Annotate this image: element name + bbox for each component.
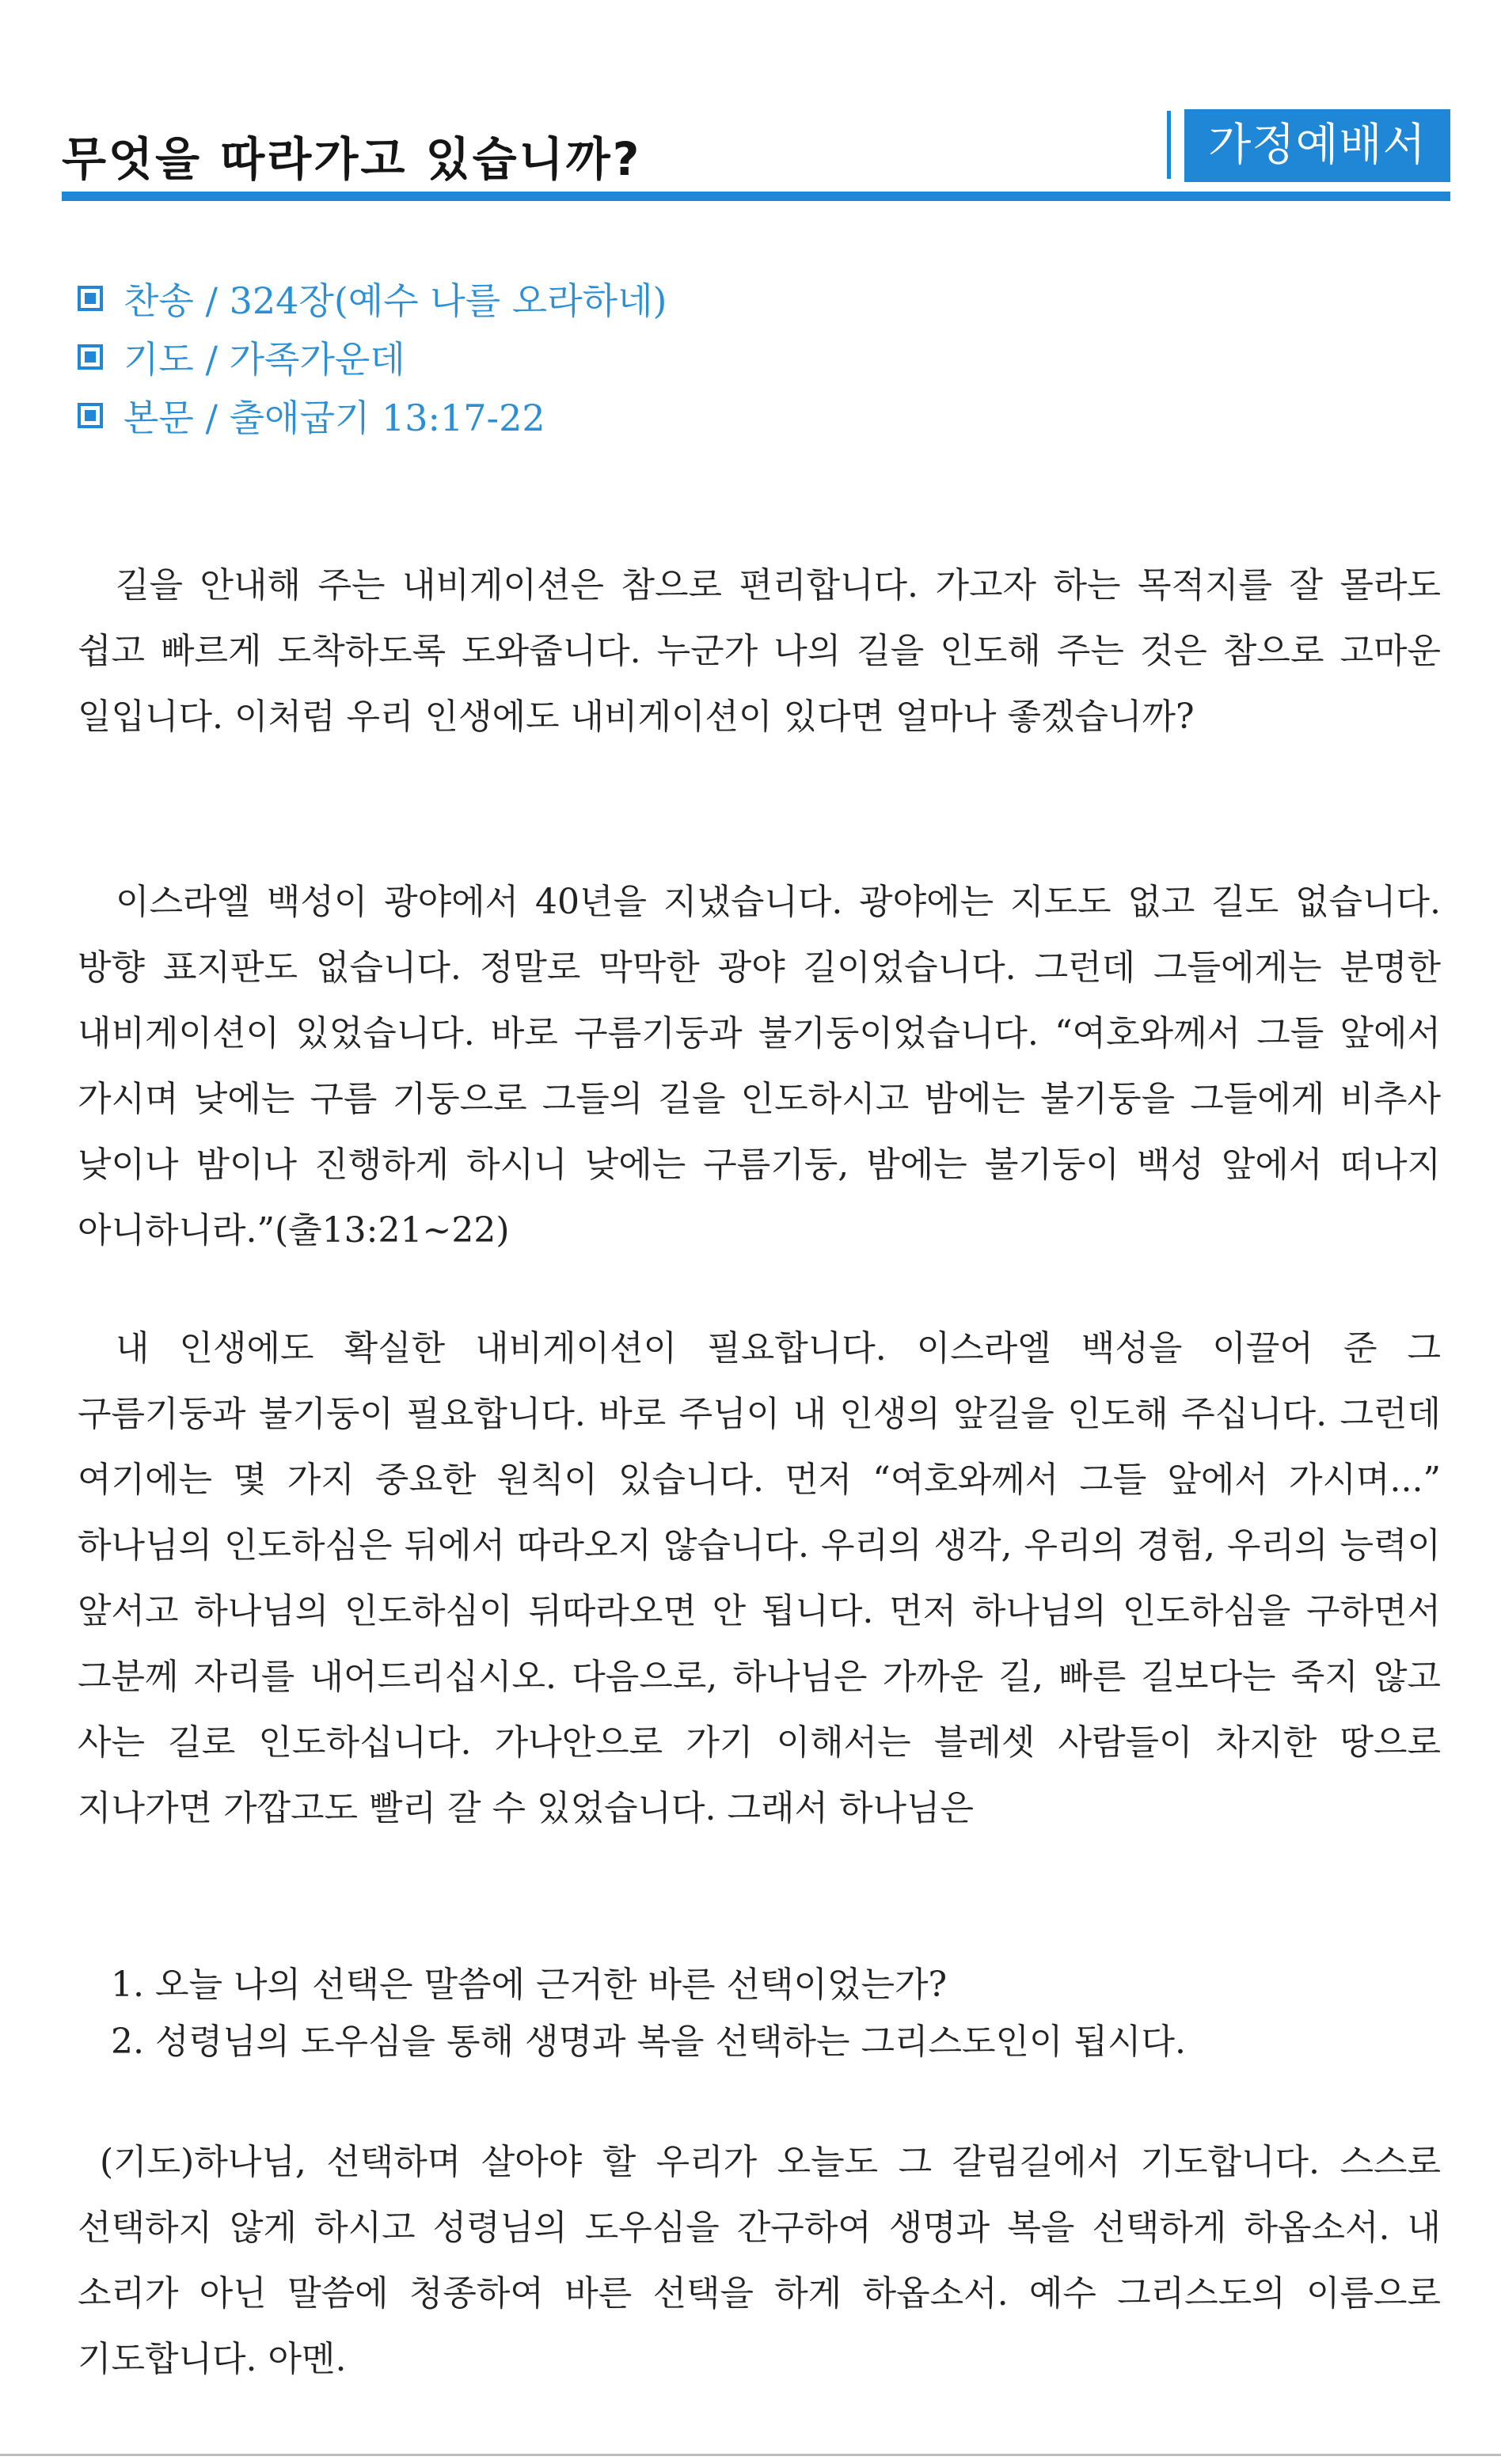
paragraph-2: 이스라엘 백성이 광야에서 40년을 지냈습니다. 광야에는 지도도 없고 길도 없습니다. 방향 표지판도 없습니다. 정말로 막막한 광야 길이었습니다. 그런데 그들에게는 분명한 내비게이션이 있었습니다. 바로 구름기둥과 불기둥이었습니다. “여호와께서 그들 앞에서 가시며 낮에는 구름 기둥으로 그들의 길을 인도하시고 밤에는 불기둥을 그들에게 비추사 낮이나 밤이나 진행하게 하시니 낮에는 구름기둥, 밤에는 불기둥이 백성 앞에서 떠나지 아니하니라.”(출13:21~22) (78, 882, 1441, 1251)
header-rule (62, 192, 1450, 201)
prayer-info-text: 기도 / 가족가운데 (124, 338, 405, 381)
header-divider (1167, 111, 1171, 179)
square-bullet-icon (78, 344, 103, 370)
worship-info (78, 269, 667, 445)
application-list (111, 1957, 1186, 2071)
square-bullet-icon (78, 403, 103, 428)
hymn-info (78, 269, 667, 328)
list-item: 1. 오늘 나의 선택은 말씀에 근거한 바른 선택이었는가? (111, 1965, 948, 2005)
section-badge: 가정예배서 (1184, 109, 1450, 182)
closing-prayer: (기도)하나님, 선택하며 살아야 할 우리가 오늘도 그 갈림길에서 기도합니다. 스스로 선택하지 않게 하시고 성령님의 도우심을 간구하여 생명과 복을 선택하게 하옵소서. 내 소리가 아닌 말씀에 청종하여 바른 선택을 하게 하옵소서. 예수 그리스도의 이름으로 기도합니다. 아멘. (78, 2142, 1441, 2379)
header (62, 103, 1450, 203)
square-bullet-icon (78, 286, 103, 311)
bottom-divider (0, 2454, 1501, 2456)
list-item: 2. 성령님의 도우심을 통해 생명과 복을 선택하는 그리스도인이 됩시다. (111, 2022, 1186, 2062)
scripture-info (78, 386, 667, 445)
paragraph-3: 내 인생에도 확실한 내비게이션이 필요합니다. 이스라엘 백성을 이끌어 준 그 구름기둥과 불기둥이 필요합니다. 바로 주님이 내 인생의 앞길을 인도해 주십니다. 그런데 여기에는 몇 가지 중요한 원칙이 있습니다. 먼저 “여호와께서 그들 앞에서 가시며...” 하나님의 인도하심은 뒤에서 따라오지 않습니다. 우리의 생각, 우리의 경험, 우리의 능력이 앞서고 하나님의 인도하심이 뒤따라오면 안 됩니다. 먼저 하나님의 인도하심을 구하면서 그분께 자리를 내어드리십시오. 다음으로, 하나님은 가까운 길, 빠른 길보다는 죽지 않고 사는 길로 인도하십니다. 가나안으로 가기 이해서는 블레셋 사람들이 차지한 땅으로 지나가면 가깝고도 빨리 갈 수 있었습니다. 그래서 하나님은 (78, 1328, 1441, 1828)
prayer-info (78, 328, 667, 386)
scripture-text: 본문 / 출애굽기 13:17-22 (124, 397, 545, 439)
hymn-text: 찬송 / 324장(예수 나를 오라하네) (124, 279, 667, 322)
page-title: 무엇을 따라가고 있습니까? (62, 132, 642, 186)
paragraph-1: 길을 안내해 주는 내비게이션은 참으로 편리합니다. 가고자 하는 목적지를 잘 몰라도 쉽고 빠르게 도착하도록 도와줍니다. 누군가 나의 길을 인도해 주는 것은 참으로 고마운 일입니다. 이처럼 우리 인생에도 내비게이션이 있다면 얼마나 좋겠습니까? (78, 565, 1441, 737)
